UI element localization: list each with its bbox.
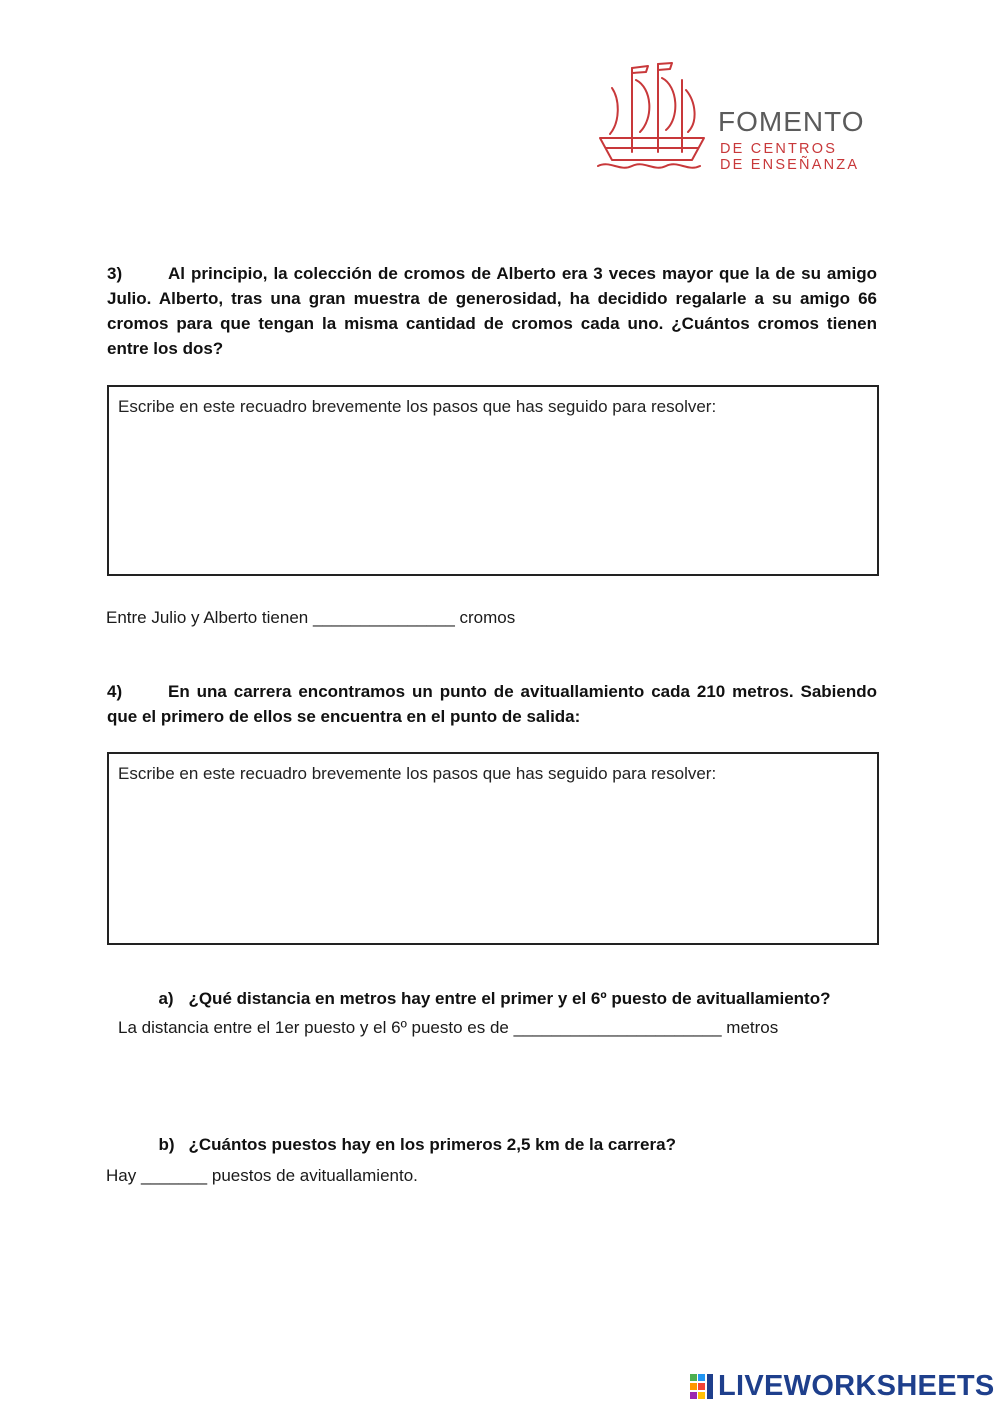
question-4 — [107, 679, 877, 729]
answer-box-4-prompt: Escribe en este recuadro brevemente los pasos que has seguido para resolver: — [118, 764, 717, 783]
ship-icon — [596, 60, 711, 175]
question-3-text: Al principio, la colección de cromos de Alberto era 3 veces mayor que la de su amigo Julio. Alberto, tras una gran muestra de generosidad, ha decidido regalarle a su amigo 66 cromos para que tengan la misma cantidad de cromos cada uno. ¿Cuántos cromos tienen entre los dos? — [107, 264, 877, 358]
question-4-text: En una carrera encontramos un punto de avituallamiento cada 210 metros. Sabiendo que el primero de ellos se encuentra en el punto de salida: — [107, 682, 877, 726]
question-4-number: 4) — [107, 682, 123, 701]
answer-box-3-prompt: Escribe en este recuadro brevemente los pasos que has seguido para resolver: — [118, 397, 717, 416]
fomento-logo — [596, 60, 886, 175]
subquestion-b — [149, 1115, 676, 1155]
question-3 — [107, 261, 877, 361]
liveworksheets-text: LIVEWORKSHEETS — [718, 1370, 995, 1402]
logo-subtitle-1: DE CENTROS — [720, 141, 838, 157]
subquestion-b-label: b) — [158, 1135, 175, 1154]
liveworksheets-logo-icon — [690, 1374, 714, 1400]
answer-line-4a[interactable]: La distancia entre el 1er puesto y el 6º puesto es de ______________________ metros — [118, 1018, 779, 1037]
subquestion-b-text: ¿Cuántos puestos hay en los primeros 2,5 km de la carrera? — [188, 1135, 676, 1154]
answer-line-4b[interactable]: Hay _______ puestos de avituallamiento. — [106, 1166, 418, 1185]
answer-line-3[interactable]: Entre Julio y Alberto tienen _______________ cromos — [106, 608, 516, 627]
logo-subtitle-2: DE ENSEÑANZA — [720, 157, 860, 173]
subquestion-a-label: a) — [158, 989, 174, 1008]
question-3-number: 3) — [107, 264, 123, 283]
subquestion-a-text: ¿Qué distancia en metros hay entre el primer y el 6º puesto de avituallamiento? — [188, 989, 831, 1008]
answer-box-3[interactable] — [107, 385, 879, 576]
logo-title: FOMENTO — [718, 106, 865, 137]
subquestion-a — [149, 969, 830, 1009]
answer-box-4[interactable] — [107, 752, 879, 945]
